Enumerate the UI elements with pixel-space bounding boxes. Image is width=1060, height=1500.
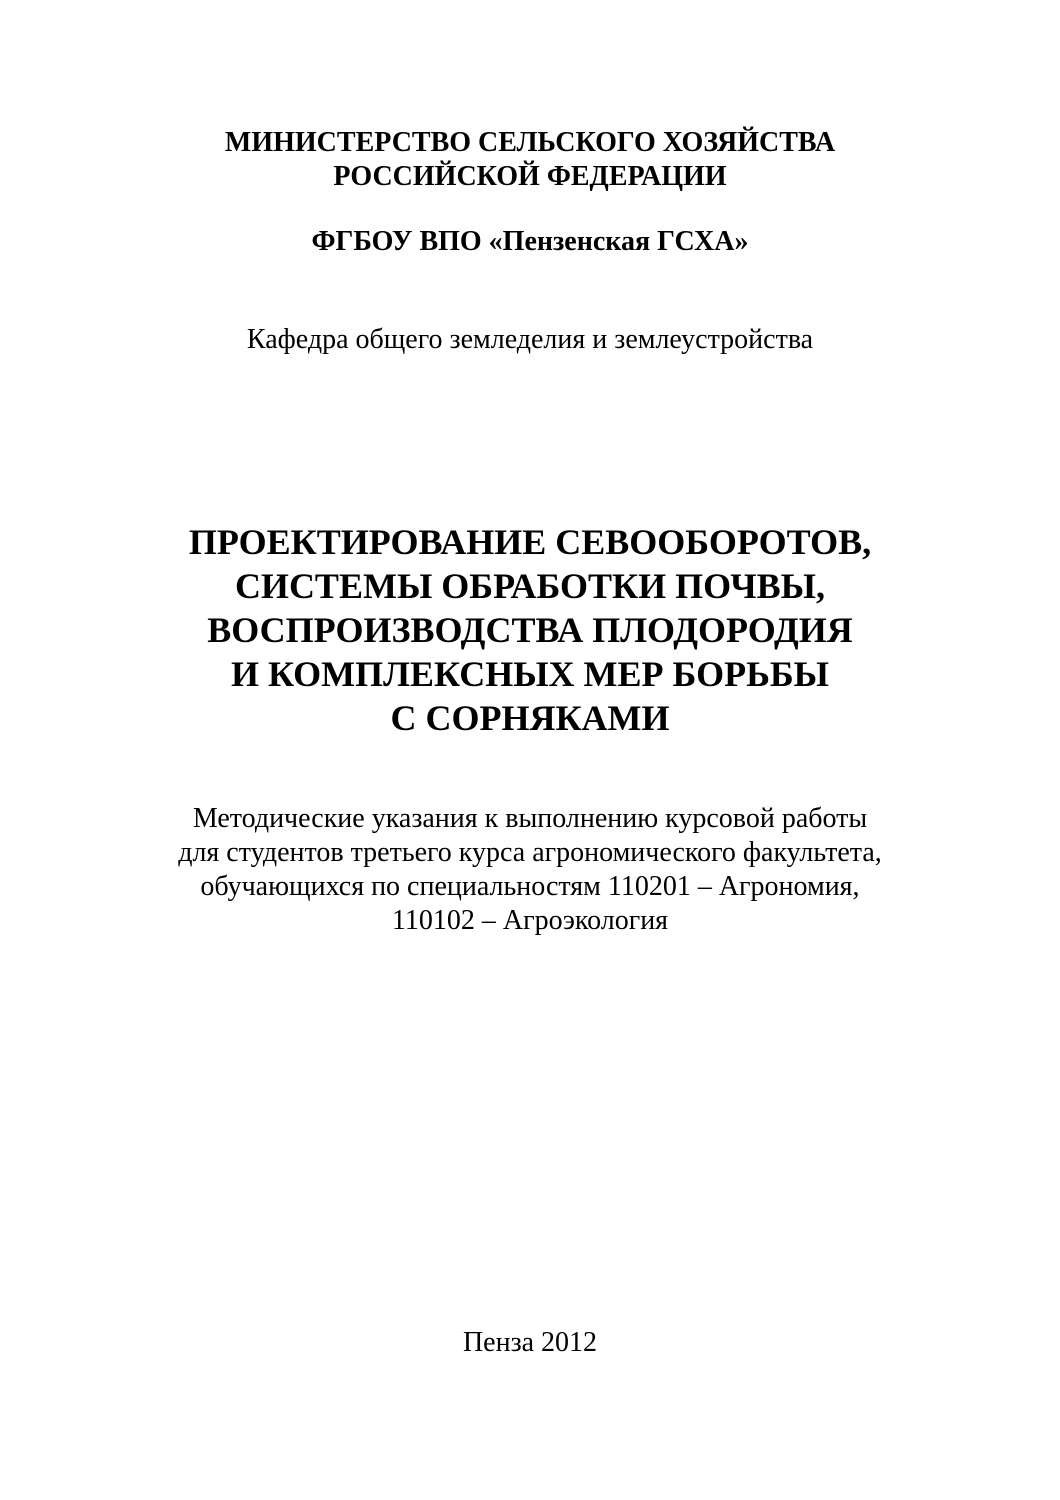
ministry-heading	[0, 126, 1060, 194]
subtitle-line: Методические указания к выполнению курсовой работы	[192, 803, 868, 834]
title-line: ВОСПРОИЗВОДСТВА ПЛОДОРОДИЯ	[207, 610, 853, 650]
subtitle-line: 110102 – Агроэкология	[391, 905, 669, 936]
title-line: С СОРНЯКАМИ	[390, 698, 670, 738]
institution-name: ФГБОУ ВПО «Пензенская ГСХА»	[311, 226, 749, 257]
place-year: Пенза 2012	[462, 1327, 598, 1358]
document-title	[0, 520, 1060, 740]
title-line: СИСТЕМЫ ОБРАБОТКИ ПОЧВЫ,	[234, 566, 826, 606]
title-line: ПРОЕКТИРОВАНИЕ СЕВООБОРОТОВ,	[188, 522, 872, 562]
subtitle-line: для студентов третьего курса агрономического факультета,	[178, 837, 882, 868]
title-line: И КОМПЛЕКСНЫХ МЕР БОРЬБЫ	[230, 654, 830, 694]
subtitle-line: обучающихся по специальностям 110201 – Агрономия,	[200, 871, 860, 902]
ministry-line: МИНИСТЕРСТВО СЕЛЬСКОГО ХОЗЯЙСТВА	[224, 127, 836, 158]
ministry-line: РОССИЙСКОЙ ФЕДЕРАЦИИ	[333, 161, 727, 192]
department-name: Кафедра общего земледелия и землеустройства	[246, 324, 814, 355]
document-subtitle	[0, 802, 1060, 938]
